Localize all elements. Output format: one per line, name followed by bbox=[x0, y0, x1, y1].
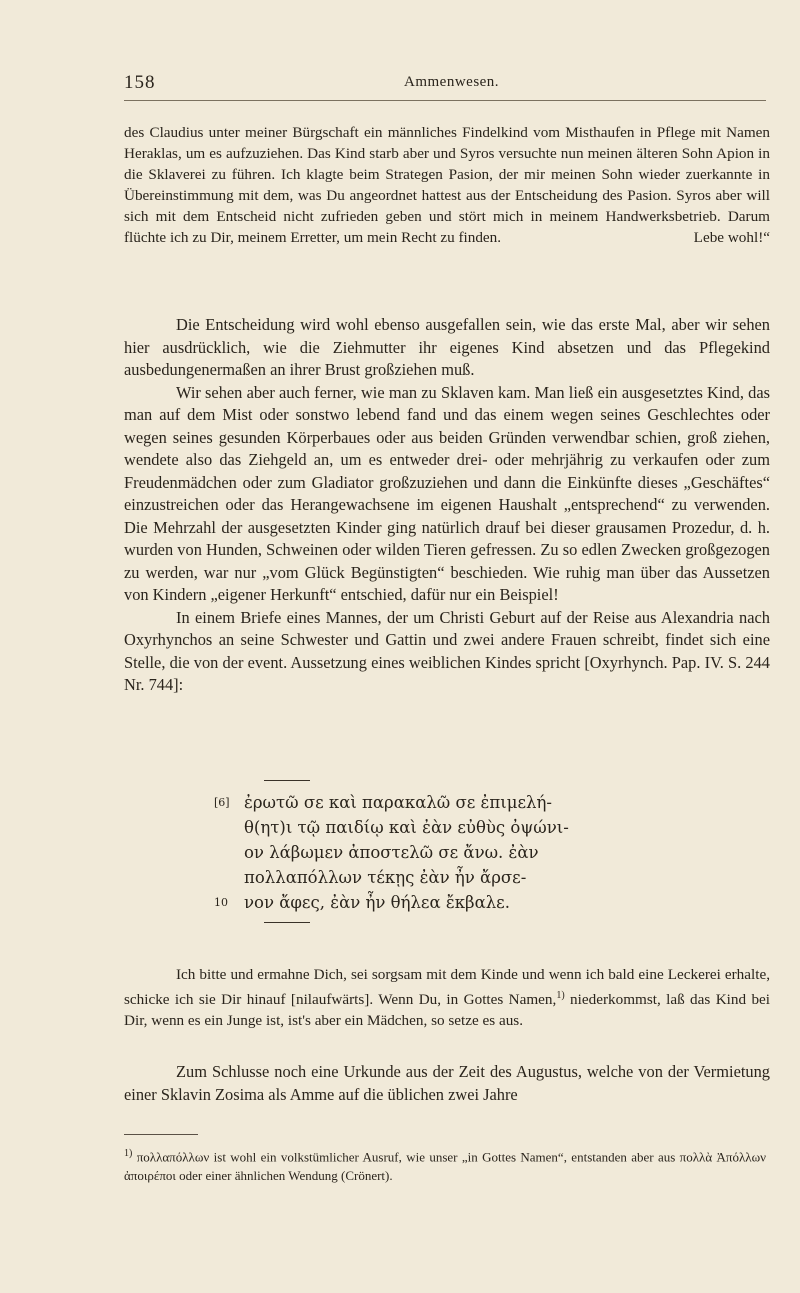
paragraph-3: In einem Briefe eines Mannes, der um Christi Geburt auf der Reise aus Alexandria nach Oxyrhynchos an seine Schwester und Gattin und zwei andere Frauen schreibt, findet sich eine Stelle, die von der event. Aussetzung eines weiblichen Kindes spricht [Oxyrhynch. Pap. IV. S. 244 Nr. 744]: bbox=[124, 607, 770, 694]
page-number: 158 bbox=[124, 72, 156, 93]
separator-dash-bottom bbox=[264, 922, 310, 923]
closing-paragraph bbox=[124, 1061, 770, 1106]
greek-line: πολλαπόλλων τέκῃς ἐὰν ἦν ἄρσε- bbox=[244, 868, 527, 887]
footnote-reference: 1) bbox=[556, 990, 565, 1001]
running-title: Ammenwesen. bbox=[404, 74, 500, 90]
letter-paragraph bbox=[124, 122, 770, 248]
footnote-text: πολλαπόλλων ist wohl ein volkstümlicher Ausruf, wie unser „in Gottes Namen“, entstanden aber aus πολλὰ Ἀπόλλων ἀποιρέποι oder einer ähnlichen Wendung (Crönert). bbox=[124, 1149, 767, 1184]
greek-line: ον λάβωμεν ἀποστελῶ σε ἄνω. ἐὰν bbox=[244, 843, 539, 862]
line-marker-6: [6] bbox=[214, 796, 230, 809]
separator-dash-top bbox=[264, 780, 310, 781]
greek-line: [6] ἐρωτῶ σε καὶ παρακαλῶ σε ἐπιμελή- bbox=[244, 790, 624, 815]
greek-line: 10 νον ἄφες, ἐὰν ἦν θήλεα ἔκβαλε. bbox=[244, 890, 624, 915]
letter-text: des Claudius unter meiner Bürgschaft ein männliches Findelkind vom Misthaufen in Pflege mit Namen Heraklas, um es aufzuziehen. Das Kind starb aber und Syros versuchte nun meinen älteren Sohn Apion in die Sklaverei zu führen. Ich klagte beim Strategen Pasion, der mir meinen Sohn wieder zuerkannte in Übereinstimmung mit dem, was Du angeordnet hattest aus der Entscheidung des Pasion. Syros aber will sich mit dem Entscheid nicht zufrieden geben und stört mich in meinem Handwerksbetrieb. Darum flüchte ich zu Dir, meinem Erretter, um mein Recht zu finden. bbox=[124, 124, 770, 246]
footnote bbox=[124, 1144, 766, 1185]
footnote-marker: 1) bbox=[124, 1148, 133, 1159]
closing-text: Zum Schlusse noch eine Urkunde aus der Zeit des Augustus, welche von der Vermietung einer Sklavin Zosima als Amme auf die üblichen zwei Jahre bbox=[124, 1062, 770, 1104]
letter-farewell: Lebe wohl!“ bbox=[693, 229, 770, 246]
translation-text: Ich bitte und ermahne Dich, sei sorgsam mit dem Kinde und wenn ich bald eine Leckerei erhalte, schicke ich sie Dir hinauf [nilaufwärts]. Wenn Du, in Gottes Namen, bbox=[124, 966, 770, 1009]
paragraph-2: Wir sehen aber auch ferner, wie man zu Sklaven kam. Man ließ ein ausgesetztes Kind, das man auf dem Mist oder sonstwo lebend fand und das einem wegen seines Geschlechtes oder wegen seines gesunden Körperbaues oder aus beiden Gründen verwendbar schien, groß ziehen, wendete also das Ziehgeld an, um es entweder drei- oder mehrjährig zu verkaufen oder zum Freudenmädchen oder zum Gladiator großzuziehen und dann die Einkünfte dieses „Geschäftes“ einzustreichen oder das Herangewachsene im eigenen Haushalt „entsprechend“ zu verwenden. Die Mehrzahl der ausgesetzten Kinder ging natürlich drauf bei dieser grausamen Prozedur, d. h. wurden von Hunden, Schweinen oder wilden Tieren gefressen. Zu so edlen Zwecken großgezogen zu werden, war nur „vom Glück Begünstigten“ beschieden. Wie ruhig man über das Aussetzen von Kindern „eigener Herkunft“ entschied, dafür nur ein Beispiel! bbox=[124, 382, 770, 604]
translation-paragraph: Ich bitte und ermahne Dich, sei sorgsam mit dem Kinde und wenn ich bald eine Leckerei erhalte, schicke ich sie Dir hinauf [nilaufwärts]. Wenn Du, in Gottes Namen,$^{1)}$ niederkommst, laß das Kind bei Dir, wenn es ein Junge ist, ist's aber ein Mädchen, so setze es aus. bbox=[124, 966, 770, 1030]
page-header bbox=[124, 70, 764, 96]
header-rule bbox=[124, 100, 766, 101]
body-text bbox=[124, 314, 770, 697]
line-marker-10: 10 bbox=[214, 896, 228, 909]
footnote-rule bbox=[124, 1134, 198, 1135]
greek-quotation bbox=[214, 790, 624, 915]
paragraph-1: Die Entscheidung wird wohl ebenso ausgefallen sein, wie das erste Mal, aber wir sehen hier ausdrücklich, wie die Ziehmutter ihr eigenes Kind absetzen und das Pflegekind ausbedungenermaßen an ihrer Brust großziehen muß. bbox=[124, 315, 770, 379]
greek-line: θ(ητ)ι τῷ παιδίῳ καὶ ἐὰν εὐθὺς ὀψώνι- bbox=[244, 818, 569, 837]
